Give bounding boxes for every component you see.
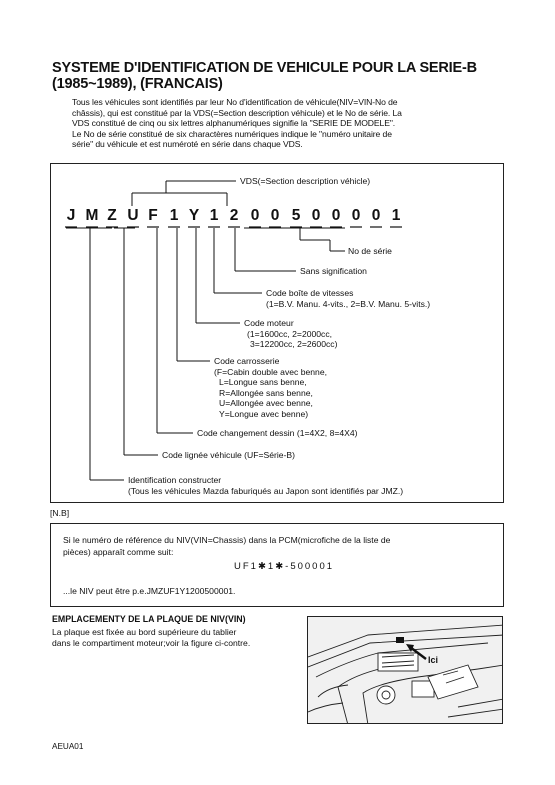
maker-title: Identification constructer	[128, 475, 222, 485]
body-value: Y=Longue avec benne)	[219, 408, 309, 419]
nb-box	[50, 523, 504, 607]
vin-char: Y	[188, 207, 200, 224]
maker-label	[128, 475, 403, 496]
plate-section-title: EMPLACEMENTY DE LA PLAQUE DE NIV(VIN)	[52, 614, 246, 624]
nb-code: UF1✱1✱-500001	[234, 561, 335, 572]
nb-line: Si le numéro de référence du NIV(VIN=Chassis) dans la PCM(microfiche de la liste de	[63, 535, 391, 545]
vin-char: F	[148, 207, 158, 224]
engine-values: (1=1600cc, 2=2000cc,	[247, 328, 333, 339]
gearbox-title: Code boîte de vitesses	[266, 288, 354, 298]
plate-location-figure	[307, 616, 503, 724]
line-label: Code lignée véhicule (UF=Série-B)	[162, 450, 296, 460]
vin-char: 1	[169, 207, 179, 224]
intro-line: Tous les véhicules sont identifiés par leur No d'identification de véhicule(NIV=VIN-No de	[72, 97, 398, 107]
serial-label: No de série	[348, 246, 392, 256]
nb-label: [N.B]	[50, 508, 70, 518]
body-value: U=Allongée avec benne,	[219, 398, 313, 408]
design-label: Code changement dessin (1=4X2, 8=4X4)	[197, 428, 358, 438]
intro-line: châssis), qui est constitué par la VDS(=Section description véhicule) et le No de série. La	[72, 107, 402, 118]
engine-label	[244, 318, 337, 350]
no-meaning-label: Sans signification	[300, 266, 367, 276]
intro-line: Le No de série constitué de six charactères numériques indique le "numéro unitaire de	[72, 128, 392, 139]
vin-char: Z	[107, 207, 117, 224]
vin-char: 5	[291, 207, 301, 224]
plate-description	[52, 627, 302, 648]
page-title: SYSTEME D'IDENTIFICATION DE VEHICULE POUR LA SERIE-B (1985~1989), (FRANCAIS)	[52, 60, 477, 92]
plate-text-line: dans le compartiment moteur;voir la figure ci-contre.	[52, 637, 251, 648]
gearbox-values: (1=B.V. Manu. 4-vits., 2=B.V. Manu. 5-vits.)	[266, 298, 431, 309]
plate-text-line: La plaque est fixée au bord supérieure du tablier	[52, 627, 237, 637]
plate-callout: Ici	[428, 655, 439, 665]
vin-char: 0	[270, 207, 280, 224]
engine-title: Code moteur	[244, 318, 294, 328]
vin-char: 1	[391, 207, 401, 224]
vin-char: 0	[331, 207, 341, 224]
body-value: R=Allongée sans benne,	[219, 387, 313, 398]
vin-char: J	[66, 207, 76, 224]
intro-line: série" du véhicule et est numéroté en série dans chaque VDS.	[72, 139, 303, 149]
engine-values: 3=12200cc, 2=2600cc)	[250, 339, 338, 349]
intro-line: VDS constitué de cinq ou six lettres alphanumériques signifie la "SERIE DE MODELE".	[72, 118, 396, 128]
engine-bay-drawing	[308, 617, 503, 724]
body-title: Code carrosserie	[214, 356, 280, 366]
footer-code: AEUA01	[52, 742, 84, 751]
gearbox-label	[266, 288, 430, 309]
maker-value: (Tous les véhicules Mazda faburiqués au Japon sont identifiés par JMZ.)	[128, 485, 404, 496]
vin-char: U	[127, 207, 139, 224]
nb-line: ...le NIV peut être p.e.JMZUF1Y1200500001.	[63, 586, 236, 596]
vin-char: M	[85, 207, 99, 224]
vds-label: VDS(=Section description véhicle)	[240, 176, 371, 186]
vin-code	[64, 207, 401, 227]
body-value: L=Longue sans benne,	[219, 377, 307, 387]
body-value: (F=Cabin double avec benne,	[214, 366, 327, 377]
nb-line: pièces) apparaît comme suit:	[63, 547, 174, 557]
vin-char: 0	[351, 207, 361, 224]
body-label	[214, 356, 327, 419]
vin-char: 2	[229, 207, 239, 224]
vin-char: 0	[371, 207, 381, 224]
vin-char: 0	[250, 207, 260, 224]
vin-char: 0	[311, 207, 321, 224]
vin-char: 1	[209, 207, 219, 224]
